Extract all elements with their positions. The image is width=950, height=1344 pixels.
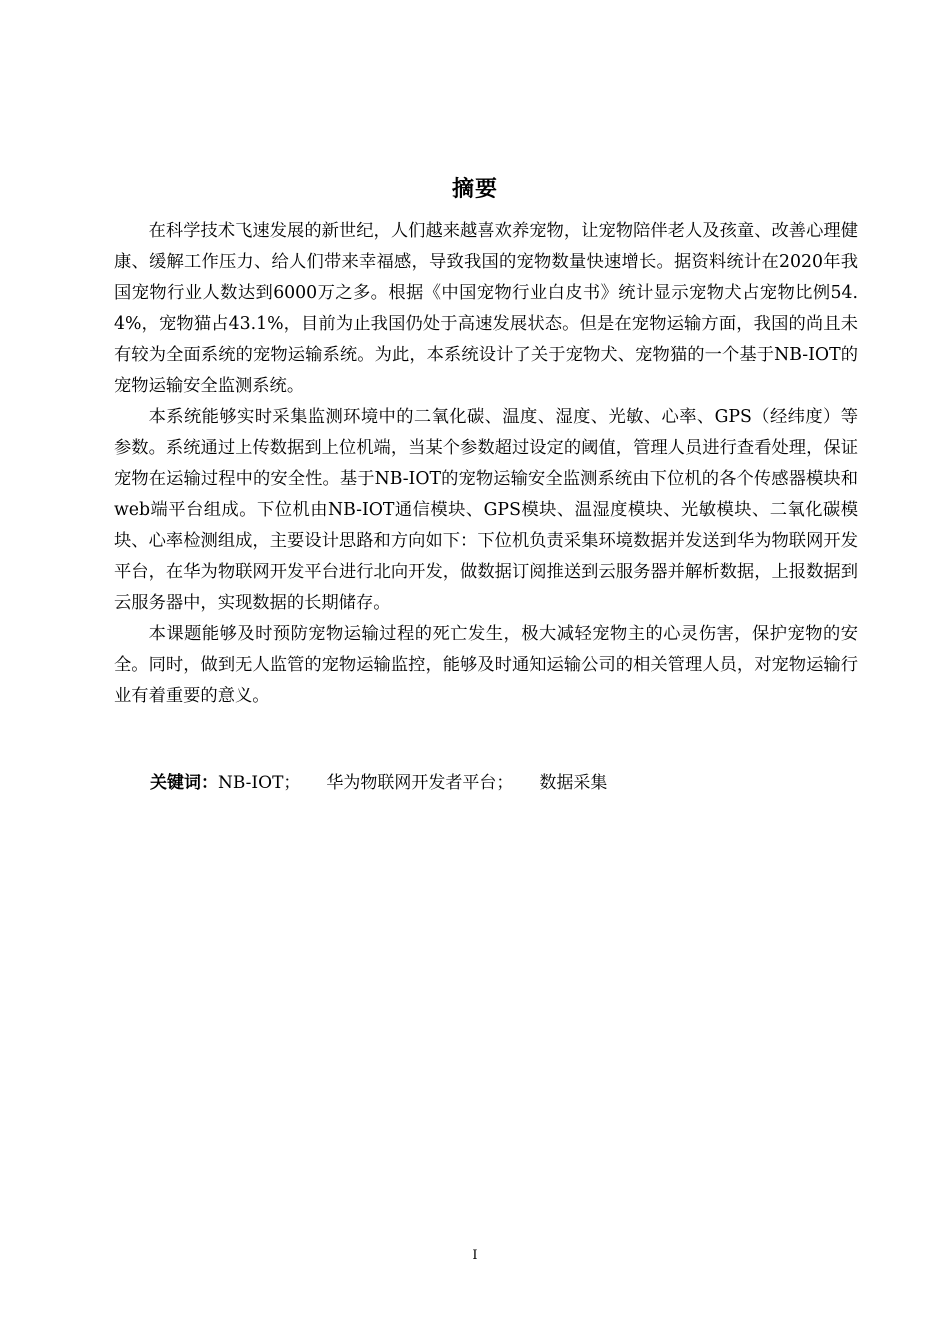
keyword-data-collection: 数据采集 [539, 773, 608, 793]
abstract-paragraph-2: 本系统能够实时采集监测环境中的二氧化碳、温度、湿度、光敏、心率、GPS（经纬度）等参数。系统通过上传数据到上位机端，当某个参数超过设定的阈值，管理人员进行查看处理，保证宠物在运输过程中的安全性。基于NB-IOT的宠物运输安全监测系统由下位机的各个传感器模块和web端平台组成。下位机由NB-IOT通信模块、GPS模块、温湿度模块、光敏模块、二氧化碳模块、心率检测组成，主要设计思路和方向如下：下位机负责采集环境数据并发送到华为物联网开发平台，在华为物联网开发平台进行北向开发，做数据订阅推送到云服务器并解析数据，上报数据到云服务器中，实现数据的长期储存。 [114, 407, 858, 613]
keyword-nb-iot: NB-IOT； [218, 773, 301, 793]
abstract-paragraph-3: 本课题能够及时预防宠物运输过程的死亡发生，极大减轻宠物主的心灵伤害，保护宠物的安全。同时，做到无人监管的宠物运输监控，能够及时通知运输公司的相关管理人员，对宠物运输行业有着重要的意义。 [114, 624, 858, 706]
keyword-huawei-platform: 华为物联网开发者平台； [326, 773, 514, 793]
keywords-line [150, 768, 607, 798]
page-number: I [472, 1248, 478, 1263]
abstract-body [114, 216, 858, 712]
abstract-paragraph-1: 在科学技术飞速发展的新世纪，人们越来越喜欢养宠物，让宠物陪伴老人及孩童、改善心理健康、缓解工作压力、给人们带来幸福感，导致我国的宠物数量快速增长。据资料统计在2020年我国宠物行业人数达到6000万之多。根据《中国宠物行业白皮书》统计显示宠物犬占宠物比例54.4%，宠物猫占43.1%，目前为止我国仍处于高速发展状态。但是在宠物运输方面，我国的尚且未有较为全面系统的宠物运输系统。为此，本系统设计了关于宠物犬、宠物猫的一个基于NB-IOT的宠物运输安全监测系统。 [114, 221, 858, 396]
abstract-title: 摘要 [451, 177, 498, 202]
keywords-label: 关键词： [150, 773, 218, 793]
